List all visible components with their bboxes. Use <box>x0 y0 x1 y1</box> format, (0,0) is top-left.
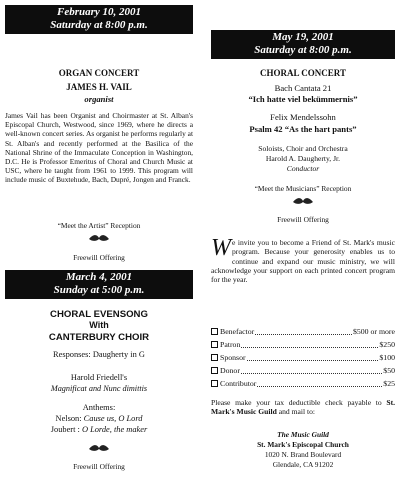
event3-date: May 19, 2001 <box>272 31 334 43</box>
event1-role: organist <box>84 94 114 104</box>
fleuron-divider <box>5 233 193 244</box>
checkbox[interactable] <box>211 341 218 348</box>
check-instructions: Please make your tax deductible check payable to St. Mark's Music Guild and mail to: <box>211 398 395 417</box>
event1-offering: Freewill Offering <box>73 253 125 262</box>
event2-anthem2 <box>5 425 193 434</box>
guild-name: The Music Guild <box>277 430 329 439</box>
checkbox[interactable] <box>211 380 218 387</box>
checkbox[interactable] <box>211 354 218 361</box>
anthem2-composer: Joubert : <box>50 425 80 434</box>
event1-reception: “Meet the Artist” Reception <box>57 221 141 230</box>
friend-invitation <box>211 235 395 285</box>
checkbox[interactable] <box>211 328 218 335</box>
event3-work1-sub: “Ich hatte viel bekümmernis” <box>248 94 358 104</box>
street-address: 1020 N. Brand Boulevard <box>264 450 342 459</box>
fleuron-divider <box>5 443 193 454</box>
city-address: Glendale, CA 91202 <box>272 460 334 469</box>
event3-time: Saturday at 8:00 p.m. <box>254 44 352 56</box>
event3-work1: Bach Cantata 21 <box>274 83 332 93</box>
event2-title: CHORAL EVENSONG <box>50 309 148 320</box>
level-benefactor[interactable]: Benefactor $500 or more <box>211 327 395 336</box>
event3-title: CHORAL CONCERT <box>260 68 346 78</box>
event2-header <box>5 270 193 299</box>
event3-performers: Soloists, Choir and Orchestra <box>258 144 348 153</box>
fleuron-divider <box>211 196 395 207</box>
church-name: St. Mark's Episcopal Church <box>257 440 349 449</box>
event1-header <box>5 5 193 34</box>
event1-title: ORGAN CONCERT <box>58 68 140 78</box>
event3-offering: Freewill Offering <box>277 215 329 224</box>
event1-performer: JAMES H. VAIL <box>66 82 132 92</box>
event2-responses: Responses: Daugherty in G <box>53 350 145 359</box>
event2-work: Magnificat and Nunc dimittis <box>50 384 148 393</box>
event1-date: February 10, 2001 <box>56 6 142 18</box>
friend-invite-text: e invite you to become a Friend of St. Mark's music program. Because your generosity enables us to continue and expand our music ministry, we will acknowledge your support on each printed concert program for the year. <box>211 238 395 285</box>
event3-work2: Psalm 42 “As the hart pants” <box>249 124 357 134</box>
event3-composer2: Felix Mendelssohn <box>270 112 336 122</box>
event3-conductor-name: Harold A. Daugherty, Jr. <box>265 154 341 163</box>
event2-with: With <box>89 320 109 330</box>
event2-anthem1 <box>5 414 193 423</box>
event3-header <box>211 30 395 59</box>
event1-time: Saturday at 8:00 p.m. <box>50 19 148 31</box>
level-contributor[interactable]: Contributor $25 <box>211 379 395 388</box>
event2-offering: Freewill Offering <box>73 462 125 471</box>
event1-bio: James Vail has been Organist and Choirmaster at St. Alban's Episcopal Church, Westwood, since 1969, where he directs a well-known concert series. As organist he performs regularly at St. Alban's and recently performed at the Basilica of the National Shrine of the Immaculate Conception in Washington, D.C. He is Professor Emeritus of Choral and Church Music at USC, where he taught from 1961 to 1999. This program will include music of Buxtehude, Bach, Dupré, Jongen and Franck. <box>5 111 193 185</box>
payee: St. Mark's Music Guild <box>211 398 395 417</box>
event3-conductor-role: Conductor <box>286 164 320 173</box>
dropcap: W <box>211 235 231 261</box>
anthem1-composer: Nelson: <box>55 414 82 423</box>
event2-composer: Harold Friedell's <box>70 373 128 382</box>
anthem2-title: O Lorde, the maker <box>81 425 148 434</box>
event3-reception: “Meet the Musicians” Reception <box>254 184 352 193</box>
level-donor[interactable]: Donor $50 <box>211 366 395 375</box>
event2-time: Sunday at 5:00 p.m. <box>53 284 145 296</box>
level-patron[interactable]: Patron $250 <box>211 340 395 349</box>
event2-choir: CANTERBURY CHOIR <box>48 332 150 343</box>
event2-date: March 4, 2001 <box>65 271 133 283</box>
anthem1-title: Cause us, O Lord <box>83 414 143 423</box>
level-sponsor[interactable]: Sponsor $100 <box>211 353 395 362</box>
checkbox[interactable] <box>211 367 218 374</box>
event2-anthems-label: Anthems: <box>82 403 116 412</box>
